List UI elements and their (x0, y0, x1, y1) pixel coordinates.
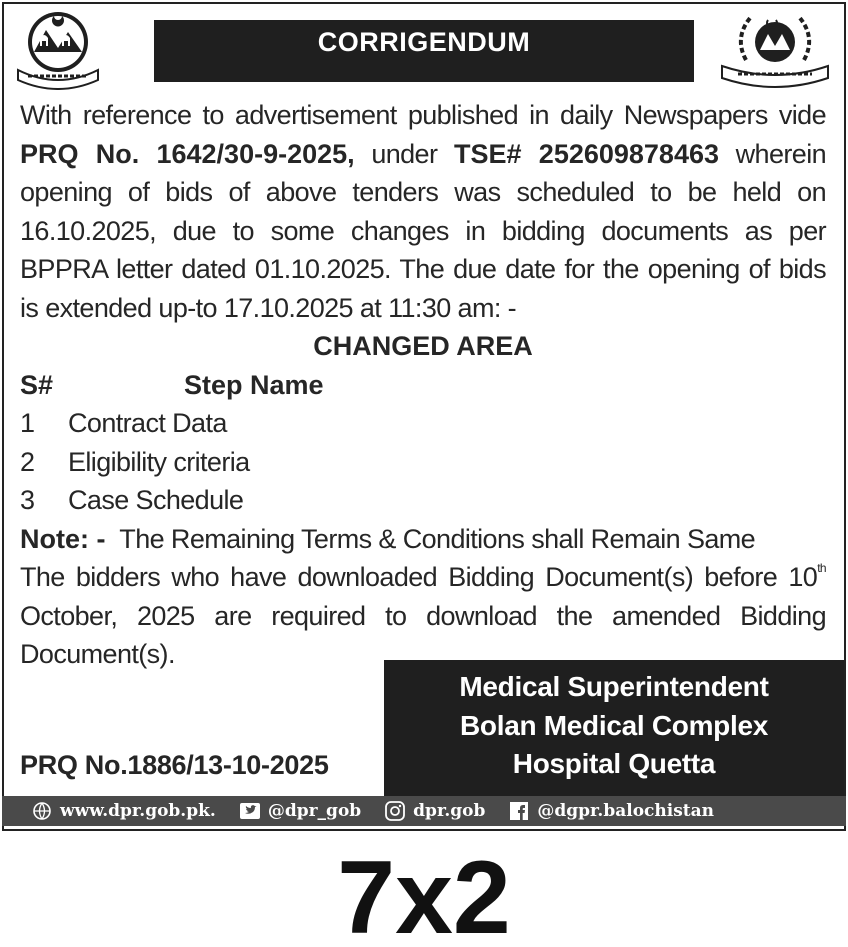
social-footer-bar (2, 796, 846, 826)
list-item (20, 443, 826, 482)
list-item (20, 404, 826, 443)
serial-column-header: S# (20, 369, 54, 400)
item-number: 2 (20, 446, 35, 477)
list-header (20, 366, 826, 405)
signature-line-3: Hospital Quetta (512, 748, 716, 779)
prq-reference: PRQ No. 1642/30-9-2025, (20, 138, 355, 169)
prq-number-footer: PRQ No.1886/13-10-2025 (20, 750, 329, 780)
facebook-handle: @dgpr.balochistan (537, 801, 715, 821)
reference-paragraph (20, 96, 826, 327)
signature-line-1: Medical Superintendent (459, 671, 769, 702)
para1-rest: wherein opening of bids of above tenders was scheduled to be held on 16.10.2025, due to some changes in bidding documents as per BPPRA letter dated 01.10.2025. The due date for the opening of bids is extended up-to 17.10.2025 at 11:30 am: - (20, 138, 827, 323)
instagram-link[interactable] (383, 801, 485, 821)
note-label: Note: - (20, 523, 106, 554)
para1-intro: With reference to advertisement published in daily Newspapers vide (20, 100, 826, 130)
ad-size-label: 7x2 (337, 840, 511, 947)
bidders-paragraph (20, 558, 826, 674)
globe-icon (30, 801, 54, 821)
corrigendum-title: CORRIGENDUM (154, 20, 694, 82)
instagram-icon (383, 801, 407, 821)
note-text: The Remaining Terms & Conditions shall Remain Same (119, 523, 756, 554)
twitter-icon (238, 801, 262, 821)
para2-rest: October, 2025 are required to download the amended Bidding Document(s). (20, 600, 826, 669)
item-number: 1 (20, 408, 35, 438)
signature-block (384, 660, 844, 796)
item-label: Case Schedule (68, 485, 244, 515)
twitter-link[interactable] (238, 801, 361, 821)
notice-body (20, 96, 826, 674)
instagram-handle: dpr.gob (413, 801, 486, 821)
note-line (20, 520, 826, 559)
twitter-handle: @dpr_gob (267, 801, 362, 821)
tse-reference: TSE# 252609878463 (454, 138, 719, 169)
balochistan-emblem-logo (10, 8, 106, 90)
step-name-column-header: Step Name (184, 369, 324, 400)
under-word: under (371, 138, 438, 169)
item-label: Eligibility criteria (68, 446, 250, 477)
changed-area-heading: CHANGED AREA (313, 331, 533, 361)
facebook-icon (507, 801, 531, 821)
signature-line-2: Bolan Medical Complex (460, 709, 768, 741)
website-link[interactable] (30, 801, 216, 821)
ordinal-suffix: th (817, 561, 826, 575)
item-number: 3 (20, 485, 35, 515)
item-label: Contract Data (68, 408, 227, 438)
government-wreath-logo (716, 8, 834, 90)
list-item (20, 481, 826, 520)
website-text: www.dpr.gob.pk. (60, 801, 216, 821)
para2-start: The bidders who have downloaded Bidding Document(s) before 10 (20, 562, 818, 592)
facebook-link[interactable] (507, 801, 714, 821)
